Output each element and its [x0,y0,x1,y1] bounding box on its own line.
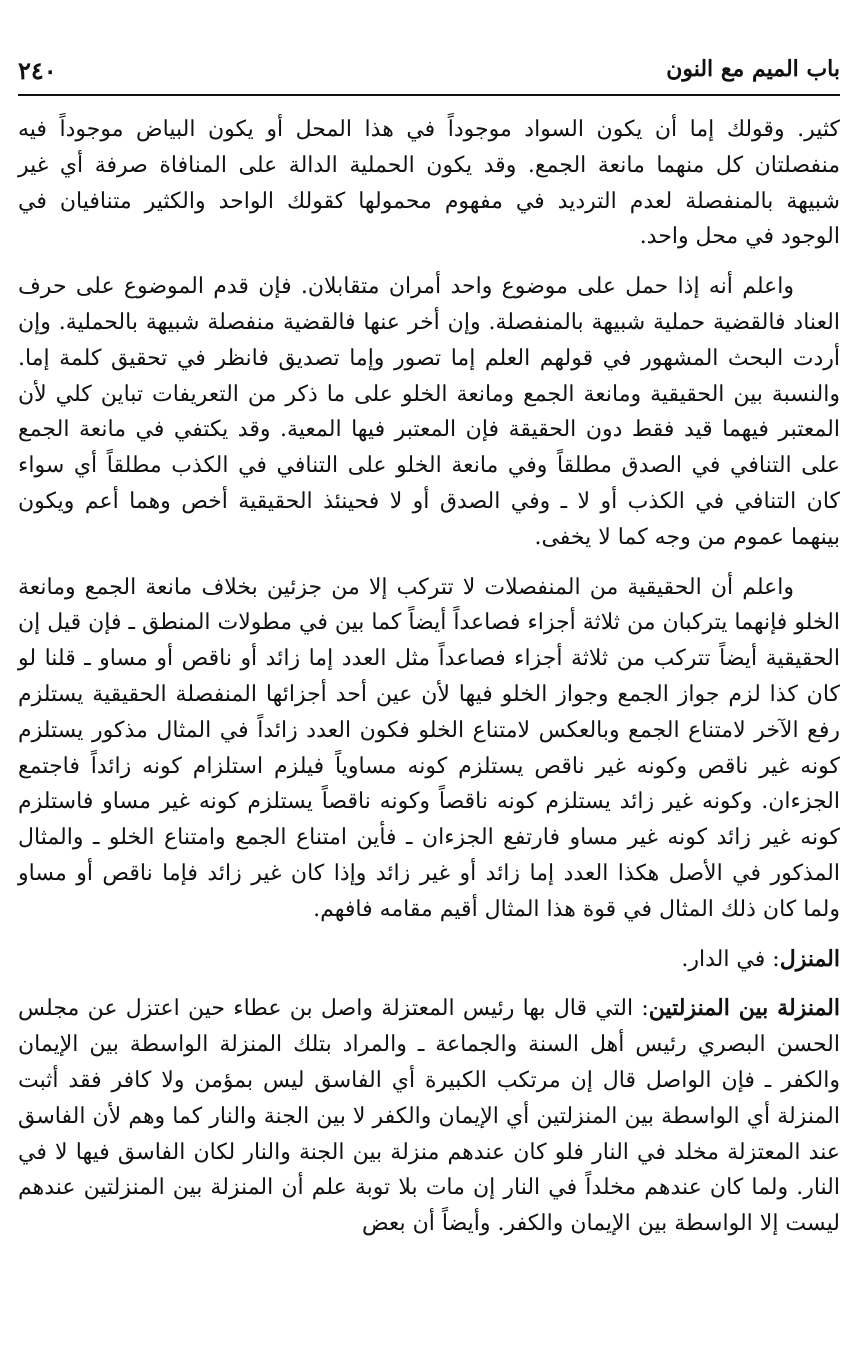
entry-term: المنزلة بين المنزلتين [648,995,840,1022]
paragraph-text: واعلم أنه إذا حمل على موضوع واحد أمران متقابلان. فإن قدم الموضوع على حرف العناد فالقضية حملية شبيهة بالمنفصلة. وإن أخر عنها فالقضية منفصلة شبيهة بالحملية. وإن أردت البحث المشهور في قولهم العلم إما تصور وإما تصديق فانظر في تحقيق كلمة إما. والنسبة بين الحقيقية ومانعة الجمع ومانعة الخلو على ما ذكر من التعريفات تباين كلي لأن المعتبر فيهما قيد فقط دون الحقيقة فإن المعتبر فيها المعية. وقد يكتفي في مانعة الجمع على التنافي في الصدق مطلقاً وفي مانعة الخلو على التنافي في الكذب مطلقاً أي سواء كان التنافي في الكذب أو لا ـ وفي الصدق أو لا فحينئذ الحقيقية أخص وهما أعم ويكون بينهما عموم من وجه كما لا يخفى. [18,274,840,550]
paragraph-text: واعلم أن الحقيقية من المنفصلات لا تتركب إلا من جزئين بخلاف مانعة الجمع ومانعة الخلو فإنهما يتركبان من ثلاثة أجزاء فصاعداً أيضاً كما بين في مطولات المنطق ـ فإن قيل إن الحقيقية أيضاً تتركب من ثلاثة أجزاء فصاعداً مثل العدد إما زائد أو ناقص أو مساو ـ قلنا لو كان كذا لزم جواز الجمع وجواز الخلو فيها لأن عين أحد أجزائها المنفصلة الحقيقية يستلزم رفع الآخر لامتناع الجمع وبالعكس لامتناع الخلو فكون العدد زائداً في المثال مذكور يستلزم كونه غير ناقص وكونه غير ناقص يستلزم كونه مساوياً فيلزم استلزام كونه زائداً فاجتمع الجزءان. وكونه غير زائد يستلزم كونه ناقصاً وكونه ناقصاً يستلزم كونه غير مساو فاستلزم كونه غير زائد كونه غير مساو فارتفع الجزءان ـ فأين امتناع الجمع وامتناع الخلو ـ والمثال المذكور في الأصل هكذا العدد إما زائد أو غير زائد وإذا كان غير زائد فإما ناقص أو مساو ولما كان ذلك المثال في قوة هذا المثال أقيم مقامه فافهم. [18,574,840,922]
entry-al-manzila-bayn-al-manzilatayn [18,991,840,1242]
paragraph-3 [18,570,840,928]
paragraph-text: كثير. وقولك إما أن يكون السواد موجوداً في هذا المحل أو يكون البياض موجوداً فيه منفصلتان كل منهما مانعة الجمع. وقد يكون الحملية الدالة على المنافاة صرفة أي غير شبيهة بالمنفصلة لعدم الترديد في مفهوم محمولها كقولك الواحد والكثير متنافيان في الوجود في محل واحد. [18,117,840,250]
entry-term: المنزل [779,945,840,972]
body-text [18,112,840,1256]
paragraph-2 [18,269,840,555]
running-header [18,54,840,96]
chapter-title: باب الميم مع النون [666,56,840,82]
page-number: ٢٤٠ [18,56,57,85]
entry-definition: : في الدار. [681,946,780,972]
entry-definition: : التي قال بها رئيس المعتزلة واصل بن عطاء حين اعتزل عن مجلس الحسن البصري رئيس أهل السنة والجماعة ـ والمراد بتلك المنزلة الواسطة بين الإيمان والكفر ـ فإن الواصل قال إن مرتكب الكبيرة أي الفاسق ليس بمؤمن ولا كافر فقد أثبت المنزلة أي الواسطة بين المنزلتين أي الإيمان والكفر لا بين الجنة والنار كما وهم لأن الفاسق عند المعتزلة مخلد في النار فلو كان عندهم منزلة بين الجنة والنار لكان الفاسق فيها لا في النار. ولما كان عندهم مخلداً في النار إن مات بلا توبة علم أن المنزلة بين المنزلتين عندهم ليست إلا الواسطة بين الإيمان والكفر. وأيضاً أن بعض [18,996,840,1237]
entry-al-manzil [18,942,840,978]
document-page [18,0,840,1372]
paragraph-1 [18,112,840,255]
